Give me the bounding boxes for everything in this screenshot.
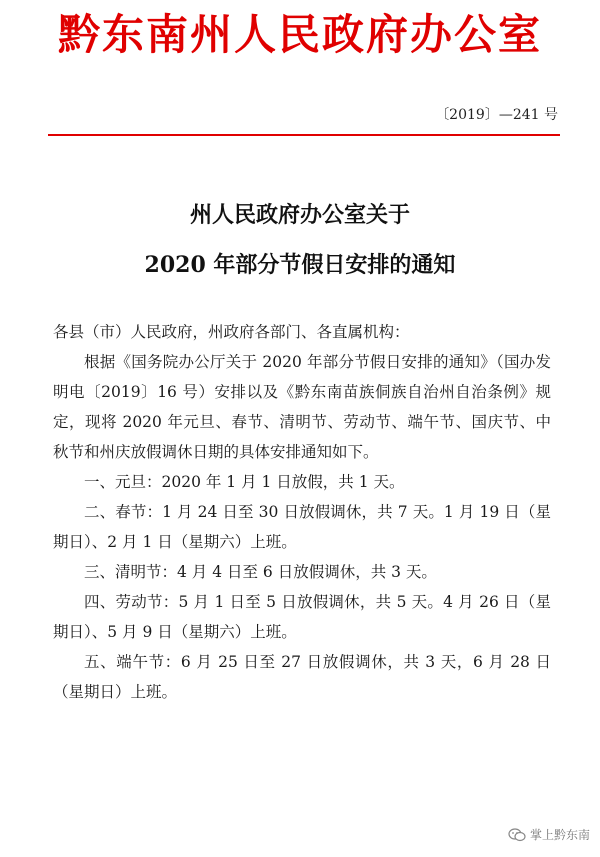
- notice-body: [53, 317, 551, 707]
- holiday-item-qingming: 三、清明节：4 月 4 日至 6 日放假调休，共 3 天。: [84, 563, 437, 581]
- salutation: 各县（市）人民政府，州政府各部门、各直属机构：: [53, 323, 410, 341]
- holiday-item-spring-festival: 二、春节：1 月 24 日至 30 日放假调休，共 7 天。1 月 19 日（星期日）、2 月 1 日（星期六）上班。: [53, 503, 551, 551]
- issuer-header: 黔东南州人民政府办公室: [57, 10, 542, 59]
- red-divider-line: [48, 134, 560, 136]
- notice-title-line-2: 2020 年部分节假日安排的通知: [144, 252, 456, 278]
- holiday-item-labor-day: 四、劳动节：5 月 1 日至 5 日放假调休，共 5 天。4 月 26 日（星期日）、5 月 9 日（星期六）上班。: [53, 593, 551, 641]
- holiday-item-new-year: 一、元旦：2020 年 1 月 1 日放假，共 1 天。: [84, 473, 405, 491]
- intro-paragraph: 根据《国务院办公厅关于 2020 年部分节假日安排的通知》（国办发明电〔2019〕16 号）安排以及《黔东南苗族侗族自治州自治条例》规定，现将 2020 年元旦、春节、清明节、劳动节、端午节、国庆节、中秋节和州庆放假调休日期的具体安排通知如下。: [53, 353, 551, 461]
- watermark: [508, 826, 590, 843]
- document-number: 〔2019〕—241 号: [435, 107, 558, 123]
- notice-title-line-1: 州人民政府办公室关于: [189, 202, 410, 228]
- watermark-text: 掌上黔东南: [529, 828, 590, 842]
- wechat-icon: [508, 828, 526, 842]
- holiday-item-dragon-boat: 五、端午节：6 月 25 日至 27 日放假调休，共 3 天，6 月 28 日（星期日）上班。: [53, 653, 551, 701]
